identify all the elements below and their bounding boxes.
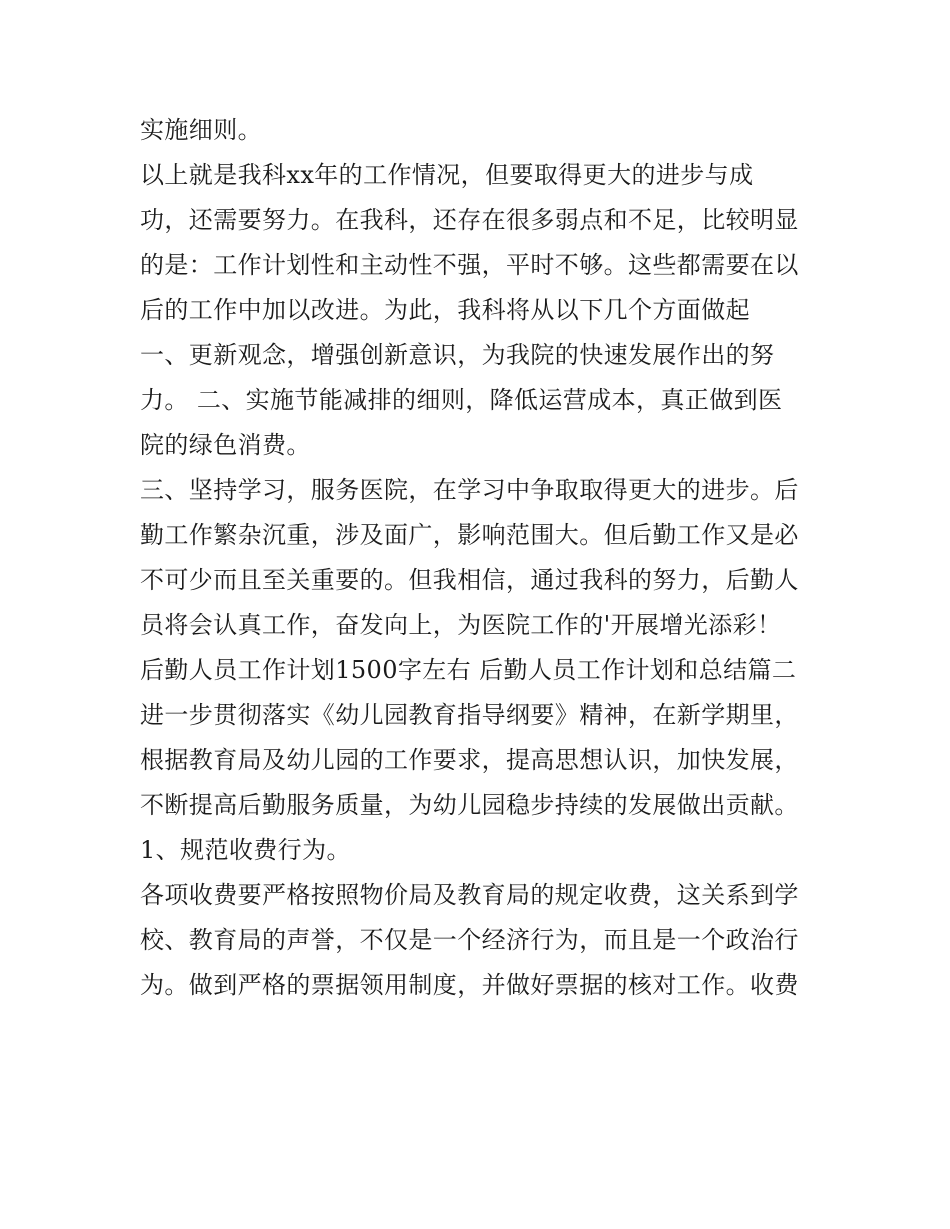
- body-text: [140, 108, 830, 1008]
- text-line: 不可少而且至关重要的。但我相信，通过我科的努力，后勤人: [140, 566, 799, 594]
- text-line: 的是：工作计划性和主动性不强，平时不够。这些都需要在以: [140, 251, 799, 279]
- text-line: 员将会认真工作，奋发向上，为医院工作的'开展增光添彩！: [140, 611, 782, 639]
- text-line: 为。做到严格的票据领用制度，并做好票据的核对工作。收费: [140, 971, 799, 999]
- text-line: 勤工作繁杂沉重，涉及面广，影响范围大。但后勤工作又是必: [140, 521, 799, 549]
- text-line: 后的工作中加以改进。为此，我科将从以下几个方面做起: [140, 296, 750, 324]
- text-line: 根据教育局及幼儿园的工作要求，提高思想认识，加快发展，: [140, 746, 799, 774]
- text-line: 功，还需要努力。在我科，还存在很多弱点和不足，比较明显: [140, 206, 799, 234]
- text-line: 后勤人员工作计划1500字左右 后勤人员工作计划和总结篇二: [140, 656, 797, 684]
- text-line: 1、规范收费行为。: [140, 836, 351, 864]
- text-line: 各项收费要严格按照物价局及教育局的规定收费，这关系到学: [140, 881, 799, 909]
- text-line: 不断提高后勤服务质量，为幼儿园稳步持续的发展做出贡献。: [140, 791, 799, 819]
- text-line: 进一步贯彻落实《幼儿园教育指导纲要》精神，在新学期里，: [140, 701, 799, 729]
- text-line: 校、教育局的声誉，不仅是一个经济行为，而且是一个政治行: [140, 926, 799, 954]
- text-line: 力。 二、实施节能减排的细则，降低运营成本，真正做到医: [140, 386, 783, 414]
- text-line: 三、坚持学习，服务医院，在学习中争取取得更大的进步。后: [140, 476, 799, 504]
- text-line: 一、更新观念，增强创新意识，为我院的快速发展作出的努: [140, 341, 775, 369]
- text-line: 院的绿色消费。: [140, 431, 311, 459]
- text-line: 实施细则。: [140, 116, 262, 144]
- text-line: 以上就是我科xx年的工作情况，但要取得更大的进步与成: [140, 161, 754, 189]
